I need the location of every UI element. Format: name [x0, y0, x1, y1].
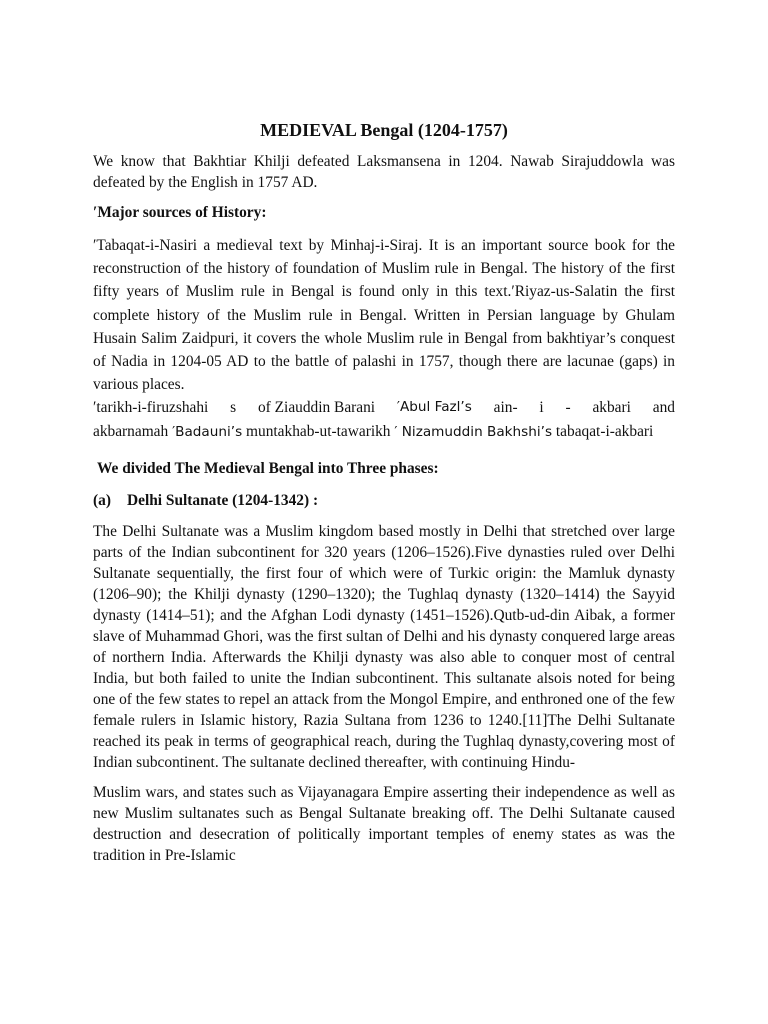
source-muntakhab: muntakhab-ut-tawarikh	[246, 422, 391, 440]
source-barani: of Ziauddin Barani	[257, 399, 376, 417]
source-fragment-s: s	[230, 399, 237, 417]
sources-heading: ′Major sources of History:	[93, 204, 267, 221]
sources-line-b	[93, 420, 675, 444]
phases-heading: We divided The Medieval Bengal into Three phases:	[97, 459, 439, 477]
sources-block	[93, 234, 675, 444]
sources-line-a	[93, 396, 675, 419]
phase-a-label: (a)	[93, 491, 111, 509]
source-fragment-dash: -	[565, 399, 571, 417]
phase-a-heading	[93, 490, 675, 512]
phase-a-paragraph: The Delhi Sultanate was a Muslim kingdom based mostly in Delhi that stretched over large parts of the Indian subcontinent for 320 years (1206–1526).Five dynasties ruled over Delhi Sultanate sequentially, the first four of which were of Turkic origin: the Mamluk dynasty (1206–90); the Khilji dynasty (1290–1320); the Tughlaq dynasty (1320–1414) the Sayyid dynasty (1414–51); and the Afghan Lodi dynasty (1451–1526).Qutb-ud-din Aibak, a former slave of Muhammad Ghori, was the first sultan of Delhi and his dynasty conquered large areas of northern India. Afterwards the Khilji dynasty was also able to conquer most of central India, but both failed to unite the Indian subcontinent. This sultanate alsois noted for being one of the few states to repel an attack from the Mongol Empire, and enthroned one of the few female rulers in Islamic history, Razia Sultana from 1236 to 1240.[11]The Delhi Sultanate reached its peak in terms of geographical reach, during the Tughlaq dynasty,covering most of Indian subcontinent. The sultanate declined thereafter, with continuing Hindu-	[93, 522, 675, 771]
phase-a-title: Delhi Sultanate (1204-1342) :	[127, 491, 319, 509]
continuation-paragraph: Muslim wars, and states such as Vijayanagara Empire asserting their independence as well as new Muslim sultanates such as Bengal Sultanate breaking off. The Delhi Sultanate caused destruction and desecration of politically important temples of enemy states as was the tradition in Pre-Islamic	[93, 783, 675, 864]
source-abul-fazl: ′Abul Fazl’s	[396, 399, 472, 416]
source-badauni: ′Badauni’s	[172, 423, 243, 440]
sources-paragraph: ′Tabaqat-i-Nasiri a medieval text by Minhaj-i-Siraj. It is an important source book for the reconstruction of the history of foundation of Muslim rule in Bengal. The history of the first fifty years of Muslim rule in Bengal is found only in this text.′Riyaz-us-Salatin the first complete history of the Muslim rule in Bengal. Written in Persian language by Ghulam Husain Salim Zaidpuri, it covers the whole Muslim rule in Bengal from bakhtiyar’s conquest of Nadia in 1204-05 AD to the battle of palashi in 1757, though there are lacunae (gaps) in various places.	[93, 237, 675, 394]
source-nizamuddin: ′ Nizamuddin Bakhshi’s	[394, 423, 553, 440]
source-fragment-ain: ain-	[493, 399, 518, 417]
source-akbarnamah: akbarnamah	[93, 422, 169, 440]
document-page	[93, 119, 675, 866]
source-fragment-i: i	[539, 399, 544, 417]
source-fragment-and: and	[652, 399, 675, 417]
source-fragment-akbari: akbari	[592, 399, 631, 417]
source-tarikh: ′tarikh-i-firuzshahi	[93, 399, 209, 417]
page-title: MEDIEVAL Bengal (1204-1757)	[260, 120, 508, 140]
intro-paragraph: We know that Bakhtiar Khilji defeated Laksmansena in 1204. Nawab Sirajuddowla was defeated by the English in 1757 AD.	[93, 153, 675, 191]
source-tabaqat-akbari: tabaqat-i-akbari	[555, 422, 654, 440]
